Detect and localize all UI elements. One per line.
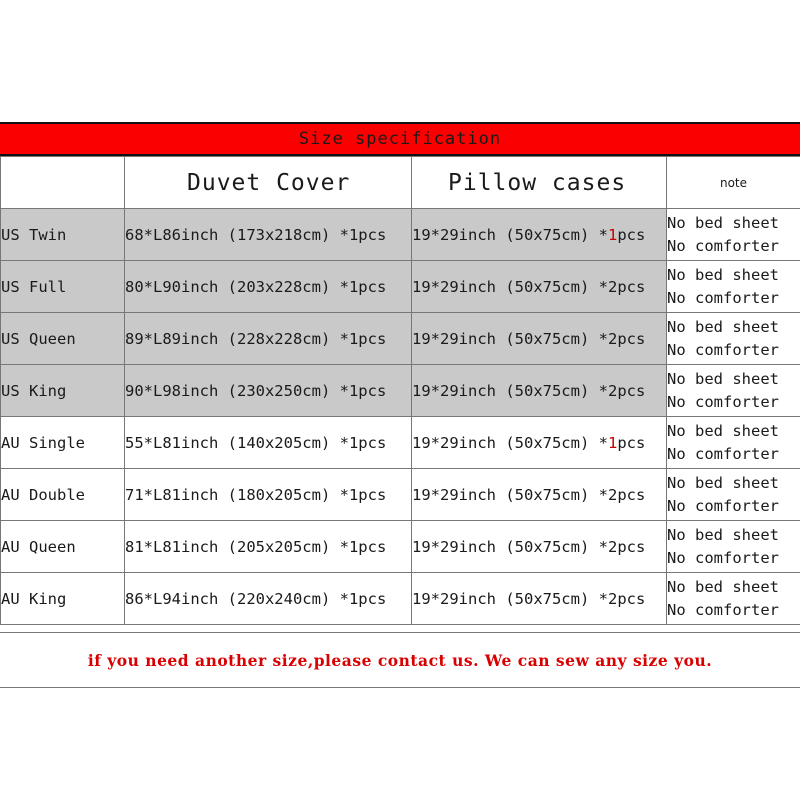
duvet-dimensions: 86*L94inch (220x240cm) *1pcs [125, 573, 412, 625]
note-no-bed-sheet: No bed sheet [667, 369, 779, 388]
duvet-dimensions: 81*L81inch (205x205cm) *1pcs [125, 521, 412, 573]
pillow-size-text: 19*29inch (50x75cm) * [412, 537, 608, 556]
pillow-count: 1 [607, 225, 618, 244]
pillow-dimensions [412, 261, 667, 313]
duvet-dimensions: 55*L81inch (140x205cm) *1pcs [125, 417, 412, 469]
row-note [667, 521, 800, 573]
row-note [667, 469, 800, 521]
size-name: AU Single [1, 417, 125, 469]
header-duvet-cover: Duvet Cover [125, 157, 412, 209]
duvet-dimensions: 71*L81inch (180x205cm) *1pcs [125, 469, 412, 521]
row-note [667, 209, 800, 261]
pillow-dimensions [412, 209, 667, 261]
note-no-comforter: No comforter [667, 340, 779, 359]
pillow-size-text: 19*29inch (50x75cm) * [412, 485, 608, 504]
pillow-size-text: 19*29inch (50x75cm) * [412, 329, 608, 348]
pillow-count: 2 [607, 329, 618, 348]
pillow-size-text: 19*29inch (50x75cm) * [412, 433, 608, 452]
table-row [1, 469, 800, 521]
pillow-unit: pcs [617, 589, 646, 608]
note-no-bed-sheet: No bed sheet [667, 317, 779, 336]
note-no-comforter: No comforter [667, 600, 779, 619]
pillow-dimensions [412, 365, 667, 417]
row-note [667, 261, 800, 313]
pillow-count: 2 [607, 589, 618, 608]
duvet-dimensions: 80*L90inch (203x228cm) *1pcs [125, 261, 412, 313]
header-pillow-cases: Pillow cases [412, 157, 667, 209]
table-row [1, 313, 800, 365]
note-no-comforter: No comforter [667, 288, 779, 307]
table-row [1, 573, 800, 625]
pillow-size-text: 19*29inch (50x75cm) * [412, 381, 608, 400]
pillow-count: 2 [607, 277, 618, 296]
size-name: AU Double [1, 469, 125, 521]
note-no-comforter: No comforter [667, 548, 779, 567]
pillow-size-text: 19*29inch (50x75cm) * [412, 589, 608, 608]
note-no-bed-sheet: No bed sheet [667, 577, 779, 596]
note-no-bed-sheet: No bed sheet [667, 421, 779, 440]
pillow-unit: pcs [617, 225, 646, 244]
pillow-unit: pcs [617, 277, 646, 296]
table-row [1, 521, 800, 573]
size-spec-table [0, 156, 800, 625]
pillow-dimensions [412, 521, 667, 573]
size-name: US Full [1, 261, 125, 313]
note-no-bed-sheet: No bed sheet [667, 213, 779, 232]
table-row [1, 365, 800, 417]
note-no-comforter: No comforter [667, 444, 779, 463]
duvet-dimensions: 89*L89inch (228x228cm) *1pcs [125, 313, 412, 365]
row-note [667, 365, 800, 417]
size-name: AU Queen [1, 521, 125, 573]
note-no-comforter: No comforter [667, 236, 779, 255]
table-row [1, 209, 800, 261]
size-name: US Queen [1, 313, 125, 365]
pillow-unit: pcs [617, 485, 646, 504]
pillow-unit: pcs [617, 537, 646, 556]
row-note [667, 417, 800, 469]
note-no-bed-sheet: No bed sheet [667, 525, 779, 544]
duvet-dimensions: 68*L86inch (173x218cm) *1pcs [125, 209, 412, 261]
pillow-unit: pcs [617, 381, 646, 400]
pillow-unit: pcs [617, 329, 646, 348]
contact-note: if you need another size,please contact us. We can sew any size you. [0, 632, 800, 688]
pillow-count: 2 [607, 485, 618, 504]
header-row [1, 157, 800, 209]
size-spec-title: Size specification [0, 122, 800, 156]
pillow-unit: pcs [617, 433, 646, 452]
row-note [667, 573, 800, 625]
pillow-count: 2 [607, 381, 618, 400]
duvet-dimensions: 90*L98inch (230x250cm) *1pcs [125, 365, 412, 417]
pillow-dimensions [412, 573, 667, 625]
table-row [1, 261, 800, 313]
pillow-size-text: 19*29inch (50x75cm) * [412, 225, 608, 244]
note-no-bed-sheet: No bed sheet [667, 265, 779, 284]
note-no-bed-sheet: No bed sheet [667, 473, 779, 492]
note-no-comforter: No comforter [667, 392, 779, 411]
table-row [1, 417, 800, 469]
pillow-count: 2 [607, 537, 618, 556]
pillow-dimensions [412, 417, 667, 469]
pillow-dimensions [412, 313, 667, 365]
header-size [1, 157, 125, 209]
size-name: US Twin [1, 209, 125, 261]
header-note: note [667, 157, 800, 209]
note-no-comforter: No comforter [667, 496, 779, 515]
row-note [667, 313, 800, 365]
size-name: US King [1, 365, 125, 417]
size-name: AU King [1, 573, 125, 625]
pillow-size-text: 19*29inch (50x75cm) * [412, 277, 608, 296]
pillow-dimensions [412, 469, 667, 521]
pillow-count: 1 [607, 433, 618, 452]
